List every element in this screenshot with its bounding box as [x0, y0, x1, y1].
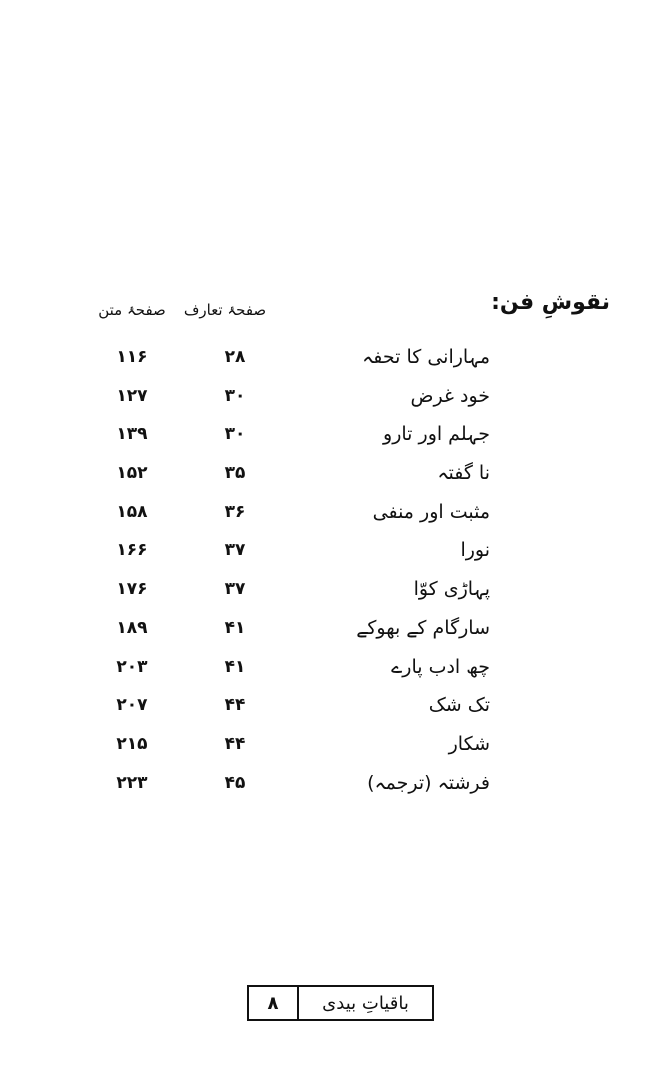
text-page-column-header: صفحۂ متن	[98, 301, 166, 319]
book-title: باقیاتِ بیدی	[322, 992, 409, 1014]
toc-row	[0, 727, 658, 766]
toc-row	[0, 456, 658, 495]
running-footer	[247, 985, 434, 1021]
intro-page-number: ۴۱	[224, 656, 246, 677]
text-page-number: ۱۲۷	[116, 385, 148, 406]
toc-row	[0, 417, 658, 456]
text-page-number: ۱۸۹	[116, 617, 148, 638]
intro-page-number: ۴۱	[224, 617, 246, 638]
text-page-number: ۲۱۵	[116, 733, 148, 754]
text-page-number: ۱۷۶	[116, 579, 148, 600]
toc-row	[0, 611, 658, 650]
text-page-number: ۱۱۶	[116, 347, 148, 367]
toc-row	[0, 572, 658, 611]
story-title: فرشتہ (ترجمہ)	[367, 771, 490, 794]
toc-row	[0, 766, 658, 805]
story-title: شکار	[448, 732, 490, 755]
intro-page-number: ۴۵	[224, 772, 246, 793]
intro-page-number: ۴۴	[224, 695, 246, 716]
story-title: تک شک	[428, 694, 490, 717]
toc-row	[0, 533, 658, 572]
intro-page-column-header: صفحۂ تعارف	[183, 301, 267, 319]
toc-row	[0, 340, 658, 379]
text-page-number: ۲۰۷	[116, 695, 148, 716]
text-page-number: ۱۶۶	[116, 540, 148, 561]
toc-row	[0, 495, 658, 534]
story-title: جہلم اور تارو	[383, 423, 490, 446]
intro-page-number: ۳۰	[224, 424, 246, 445]
intro-page-number: ۳۷	[224, 540, 246, 561]
story-title: پہاڑی کوّا	[413, 578, 490, 601]
story-title: چھ ادب پارے	[391, 655, 490, 678]
text-page-number: ۱۵۲	[116, 463, 148, 484]
intro-page-number: ۳۶	[224, 501, 246, 522]
story-title: نورا	[460, 539, 490, 562]
toc-row	[0, 688, 658, 727]
text-page-number: ۱۳۹	[116, 424, 148, 445]
story-title: خود غرض	[410, 384, 490, 407]
table-of-contents	[0, 340, 658, 804]
text-page-number: ۲۰۳	[116, 656, 148, 677]
story-title: مثبت اور منفی	[372, 500, 490, 523]
section-title: نقوشِ فن:	[491, 290, 610, 315]
text-page-number: ۲۲۳	[116, 772, 148, 793]
toc-row	[0, 650, 658, 689]
story-title: مہارانی کا تحفہ	[362, 346, 490, 368]
text-page-number: ۱۵۸	[116, 501, 148, 522]
story-title: نا گفتہ	[437, 462, 490, 485]
intro-page-number: ۳۵	[224, 463, 246, 484]
page-number: ۸	[249, 987, 299, 1019]
story-title: سارگام کے بھوکے	[356, 616, 490, 639]
toc-row	[0, 379, 658, 418]
intro-page-number: ۴۴	[224, 733, 246, 754]
intro-page-number: ۲۸	[224, 347, 246, 367]
intro-page-number: ۳۰	[224, 385, 246, 406]
intro-page-number: ۳۷	[224, 579, 246, 600]
